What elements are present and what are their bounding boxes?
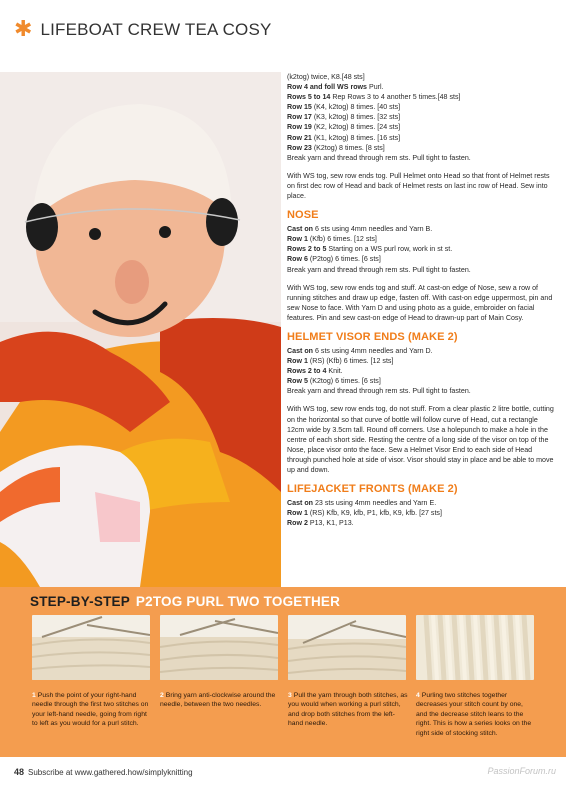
step-3-photo <box>288 615 406 680</box>
subscribe-link[interactable]: Subscribe at www.gathered.how/simplyknitting <box>28 768 193 777</box>
pattern-line: Row 21 (K1, k2tog) 8 times. [16 sts] <box>287 133 401 142</box>
step-4-photo <box>416 615 534 680</box>
step-1-text: 1 Push the point of your right-hand needle through the first two stitches on your left-hand needle, going from right to left as you would for a purl stitch. <box>32 692 149 728</box>
pattern-line: Rows 2 to 4 Knit. <box>287 367 343 376</box>
step-title <box>30 594 340 609</box>
step-by-step-panel <box>0 587 566 757</box>
step-4-text: 4 Purling two stitches together decreases your stitch count by one, and the decrease stitch leans to the right. This is how a series looks on the right side of stocking stitch. <box>416 692 532 737</box>
pattern-line: Row 19 (K2, k2tog) 8 times. [24 sts] <box>287 123 401 132</box>
pattern-line: Row 5 (K2tog) 6 times. [6 sts] <box>287 377 381 386</box>
pattern-line: Rows 2 to 5 Starting on a WS purl row, work in st st. <box>287 245 453 254</box>
visor-heading: HELMET VISOR ENDS (MAKE 2) <box>287 330 458 343</box>
section-header <box>14 17 272 42</box>
pattern-line: Cast on 6 sts using 4mm needles and Yarn B. <box>287 225 433 234</box>
step-1-photo <box>32 615 150 680</box>
pattern-line: Row 4 and foll WS rows Purl. <box>287 83 384 92</box>
pattern-line: Row 2 P13, K1, P13. <box>287 519 354 528</box>
pattern-line: Row 17 (K3, k2tog) 8 times. [32 sts] <box>287 113 401 122</box>
step-3-text: 3 Pull the yarn through both stitches, as you would when working a purl stitch, and drop both stitches from the left-hand needle. <box>288 692 408 728</box>
pattern-paragraph: With WS tog, sew row ends tog and stuff. At cast-on edge of Nose, sew a row of running stitches and draw up edge, fasten off. With cast-on edge uppermost, pin and sew Nose to face. With Yarn D and using photo as a guide, embroider on facial features. Pin and sew cast-on edge of Head to drawn-up part of Main Cosy. <box>287 283 553 322</box>
step-title-label: STEP-BY-STEP <box>30 594 130 609</box>
photo-illustration <box>0 72 281 587</box>
step-2-photo <box>160 615 278 680</box>
step-2-text: 2 Bring yarn anti-clockwise around the needle, between the two needles. <box>160 692 276 709</box>
pattern-line: (k2tog) twice, K8.[48 sts] <box>287 73 365 81</box>
knitted-lifeboat-man-photo <box>0 72 281 587</box>
pattern-line: Row 15 (K4, k2tog) 8 times. [40 sts] <box>287 103 401 112</box>
pattern-line: Row 1 (Kfb) 6 times. [12 sts] <box>287 235 377 244</box>
nose-heading: NOSE <box>287 209 319 222</box>
page-footer <box>14 767 193 777</box>
pattern-line: Cast on 23 sts using 4mm needles and Yarn E. <box>287 499 437 508</box>
pattern-line: Rows 5 to 14 Rep Rows 3 to 4 another 5 times.[48 sts] <box>287 93 461 102</box>
pattern-line: Row 1 (RS) (Kfb) 6 times. [12 sts] <box>287 357 394 366</box>
pattern-line: Row 23 (K2tog) 8 times. [8 sts] <box>287 143 385 152</box>
step-title-technique: P2TOG PURL TWO TOGETHER <box>135 594 341 609</box>
pattern-text-column <box>287 72 555 528</box>
pattern-line: Break yarn and thread through rem sts. Pull tight to fasten. <box>287 153 471 162</box>
page-number: 48 <box>14 767 25 777</box>
lifejacket-heading: LIFEJACKET FRONTS (MAKE 2) <box>287 483 458 496</box>
watermark: PassionForum.ru <box>487 766 556 776</box>
pattern-paragraph: With WS tog, sew row ends tog. Pull Helmet onto Head so that front of Helmet rests on first dec row of Head and back of Helmet rests on last inc row of Head. Sew into place. <box>287 171 550 201</box>
pattern-line: Break yarn and thread through rem sts. Pull tight to fasten. <box>287 265 471 274</box>
page-title: LIFEBOAT CREW TEA COSY <box>40 20 272 39</box>
pattern-line: Row 6 (P2tog) 6 times. [6 sts] <box>287 255 381 264</box>
pattern-paragraph: With WS tog, sew row ends tog, do not stuff. From a clear plastic 2 litre bottle, cutting on the horizontal so that curve of bottle will follow curve of Head, cut a rectangle 12cm wide by 3.5cm tall. Round off corners. Use a holepunch to make a hole in the centre of each short side. Resting the centre of a long side of the visor on top of the Nose, place visor onto the face. Sew a Helmet Visor End to each side of Head through punched hole at side of visor. Visor should stay in place and be able to move up and down. <box>287 405 554 474</box>
pattern-line: Cast on 6 sts using 4mm needles and Yarn D. <box>287 346 433 355</box>
asterisk-icon: ✱ <box>14 17 33 42</box>
pattern-line: Row 1 (RS) Kfb, K9, kfb, P1, kfb, K9, kfb. [27 sts] <box>287 509 442 518</box>
pattern-line: Break yarn and thread through rem sts. Pull tight to fasten. <box>287 387 471 396</box>
